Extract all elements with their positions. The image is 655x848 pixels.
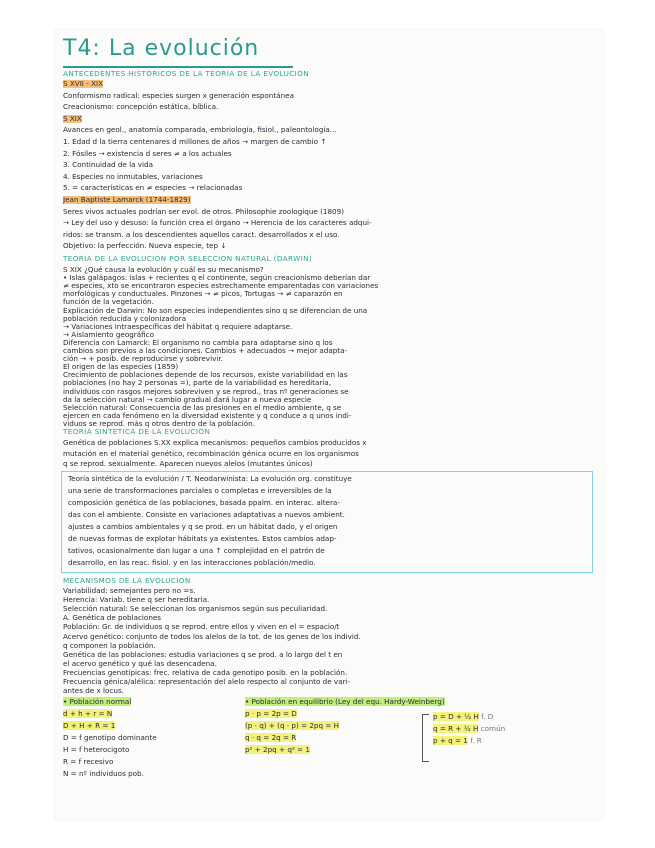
equilibrium-heading: • Población en equilibrio (Ley del equ. Hardy-Weinberg) — [245, 697, 445, 706]
note-comun: común — [480, 724, 506, 733]
note-line — [68, 499, 586, 507]
hw-eq-1: p · p = 2p = D — [245, 709, 297, 718]
note-line — [63, 605, 595, 613]
note-line — [63, 150, 595, 158]
note-line-text: 4. Especies no inmutables, variaciones — [63, 172, 203, 181]
note-line-text: Creacionismo: concepción estática, bíblica. — [63, 103, 219, 112]
note-line-text: morfológicas y conductuales. Pinzones → ≠ picos, Tortugas → ≠ caparazón en — [63, 290, 343, 299]
note-line-text: → Aislamiento geográfico — [63, 330, 155, 339]
note-line-text: población reducida y colonizadora — [63, 314, 186, 323]
legend-d: D = f genotipo dominante — [63, 733, 157, 742]
note-line-text: Conformismo radical: especies surgen x generación espontánea — [63, 91, 294, 100]
note-line — [63, 669, 595, 677]
hw-eq-4: p² + 2pq + q² = 1 — [245, 745, 310, 754]
note-line-text: S XIX ¿Qué causa la evolución y cuál es su mecanismo? — [63, 266, 264, 274]
note-fr: f. R — [470, 736, 482, 745]
note-line-text: desarrollo, en las reac. fisiol. y en las interacciones población/medio. — [68, 559, 316, 567]
note-line-text: 5. = características en ≠ especies → relacionadas — [63, 184, 243, 193]
note-line-text: Crecimiento de poblaciones depende de los recursos, existe variabilidad en las — [63, 371, 348, 380]
note-line-text: una serie de transformaciones parciales o completas e irreversibles de la — [68, 487, 332, 495]
legend-h: H = f heterocigoto — [63, 745, 130, 754]
note-line-text: das con el ambiente. Consiste en variaciones adaptativas a nuevos ambient. — [68, 511, 345, 519]
note-line — [63, 678, 595, 686]
note-line-text: Variabilidad: semejantes pero no =s. — [63, 587, 196, 595]
note-line — [63, 460, 595, 468]
note-line-text: Frecuencia génica/alélica: representación del alelo respecto al conjunto de vari- — [63, 678, 351, 686]
note-line-text: función de la vegetación. — [63, 298, 154, 307]
note-line-text: mutación en el material genético, recombinación génica ocurre en los organismos — [63, 449, 359, 458]
note-line-text: → Variaciones intraespecíficas del hábitat q requiere adaptarse. — [63, 322, 293, 331]
note-line-text: da la selección natural → cambio gradual dará lugar a nueva especie — [63, 395, 312, 404]
note-line-text: ejercen en cada fenómeno en la diversidad existente y q conduce a q unos indi- — [63, 411, 352, 420]
note-line — [63, 651, 595, 659]
note-line — [68, 535, 586, 543]
note-line-text: S XIX — [63, 114, 82, 123]
note-line-text: poblaciones (no hay 2 personas =), parte de la variabilidad es hereditaria, — [63, 379, 331, 388]
note-line-text: cambios son previos a las condiciones. Cambios + adecuados → mejor adapta- — [63, 347, 348, 355]
note-line-text: Teoría sintética de la evolución / T. Neodarwinista: La evolución org. constituye — [68, 475, 352, 483]
note-line-text: Selección natural: Se seleccionan los organismos según sus peculiaridad. — [63, 605, 328, 614]
note-line-text: 3. Continuidad de la vida — [63, 161, 154, 170]
note-line — [63, 596, 595, 604]
note-line — [63, 614, 595, 622]
note-line — [63, 80, 595, 88]
note-line — [63, 687, 595, 695]
note-line-text: q componen la población. — [63, 641, 156, 650]
hw-eq-3: q · q = 2q = R — [245, 733, 297, 742]
note-line — [63, 231, 595, 239]
note-line-text: el acervo genético y qué las desencadena. — [63, 659, 217, 668]
legend-n: N = nº individuos pob. — [63, 769, 144, 778]
note-line-text: A. Genética de poblaciones — [63, 614, 162, 623]
note-line — [68, 559, 586, 567]
allele-q: q = R + ½ H — [433, 724, 479, 733]
note-line — [63, 450, 595, 458]
note-line-text: Genética de poblaciones S.XX explica mecanismos: pequeños cambios producidos x — [63, 439, 367, 447]
note-line — [63, 642, 595, 650]
allele-frequency-column — [433, 711, 505, 747]
note-line — [63, 138, 595, 146]
note-line-text: Diferencia con Lamarck: El organismo no cambia para adaptarse sino q los — [63, 338, 333, 347]
neodarwinism-definition-box — [61, 471, 593, 573]
normal-population-heading: • Población normal — [63, 697, 132, 706]
note-line — [63, 587, 595, 595]
note-line-text: ción → + posib. de reproducirse y sobrevivir. — [63, 355, 223, 364]
note-line-text: Acervo genético: conjunto de todos los alelos de la tot. de los genes de los individ. — [63, 632, 361, 641]
normal-eq-1: d + h + r = N — [63, 709, 113, 718]
note-fd: f. D — [481, 712, 494, 721]
equilibrium-population-column — [245, 696, 445, 756]
note-line — [63, 103, 595, 111]
note-line — [68, 523, 586, 531]
note-line-text: Selección natural: Consecuencia de las presiones en el medio ambiente, q se — [63, 403, 342, 412]
hw-eq-2: (p · q) + (q · p) = 2pq = H — [245, 721, 340, 730]
note-line — [63, 115, 595, 123]
note-line — [68, 547, 586, 555]
note-line — [63, 242, 595, 250]
note-line-text: viduos se reprod. más q otros dentro de la población. — [63, 419, 255, 428]
note-line-text: Jean Baptiste Lamarck (1744-1829) — [63, 196, 191, 204]
title-underline — [63, 66, 293, 68]
note-line-text: Seres vivos actuales podrían ser evol. de otros. Philosophie zoologique (1809) — [63, 207, 344, 216]
note-line-text: Genética de las poblaciones: estudia variaciones q se prod. a lo largo del t en — [63, 650, 343, 659]
note-line — [63, 219, 595, 227]
note-line-text: Objetivo: la perfección. Nueva especie, tep ↓ — [63, 242, 227, 251]
note-line — [68, 487, 586, 495]
note-line-text: tativos, ocasionalmente dan lugar a una ↑ complejidad en el patrón de — [68, 547, 325, 555]
note-line-text: 1. Edad d la tierra centenares d millones de años → margen de cambio ↑ — [63, 138, 327, 146]
note-line — [63, 439, 595, 447]
note-line-text: ridos: se transm. a los descendientes aquellos caract. desarrollados x el uso. — [63, 230, 340, 239]
note-line-text: ≠ especies, xto se encontraron especies estrechamente emparentadas con variaciones — [63, 282, 379, 291]
note-line — [68, 475, 586, 483]
page-title: T4: La evolución — [63, 36, 260, 61]
legend-r: R = f recesivo — [63, 757, 114, 766]
note-line — [63, 660, 595, 668]
note-line-text: El origen de las especies (1859) — [63, 363, 179, 372]
note-line — [68, 511, 586, 519]
note-line — [63, 623, 595, 631]
note-line-text: individuos con rasgos mejores sobreviven y se reprod., tras nº generaciones se — [63, 387, 349, 396]
note-line — [63, 633, 595, 641]
note-line-text: S XVII - XIX — [63, 80, 104, 88]
equations-bracket — [422, 714, 429, 762]
note-line — [63, 208, 595, 216]
note-line — [63, 196, 595, 204]
section-heading-mecanismos: MECANISMOS DE LA EVOLUCIÓN — [63, 577, 191, 585]
note-line-text: q se reprod. sexualmente. Aparecen nuevos alelos (mutantes únicos) — [63, 460, 313, 468]
note-line-text: Avances en geol., anatomía comparada, embriología, fisiol., paleontología... — [63, 126, 337, 135]
notes-page — [55, 30, 603, 820]
section-heading-darwin: TEORÍA DE LA EVOLUCIÓN POR SELECCIÓN NATURAL (DARWIN) — [63, 255, 313, 263]
note-line — [63, 161, 595, 169]
note-line — [63, 184, 595, 192]
normal-population-column — [63, 696, 157, 780]
note-line-text: de nuevas formas de explotar hábitats ya existentes. Estos cambios adap- — [68, 535, 337, 543]
allele-sum: p + q = 1 — [433, 736, 468, 745]
section-heading-antecedentes: ANTECEDENTES HISTÓRICOS DE LA TEORÍA DE LA EVOLUCIÓN — [63, 70, 310, 78]
note-line-text: 2. Fósiles → existencia d seres ≠ a los actuales — [63, 149, 232, 158]
note-line-text: → Ley del uso y desuso: la función crea el órgano → Herencia de los caracteres adqui- — [63, 219, 372, 228]
note-line-text: antes de x locus. — [63, 687, 124, 696]
note-line-text: composición genética de las poblaciones, basada ppalm. en interac. altera- — [68, 499, 340, 507]
note-line-text: Población: Gr. de individuos q se reprod. entre ellos y viven en el = espacio/t — [63, 623, 340, 632]
allele-p: p = D + ½ H — [433, 712, 479, 721]
note-line — [63, 173, 595, 181]
note-line-text: ajustes a cambios ambientales y q se prod. en un hábitat dado, y el origen — [68, 523, 338, 531]
note-line-text: • Islas galápagos: islas + recientes q el continente, según creacionismo deberían dar — [63, 274, 371, 283]
note-line — [63, 92, 595, 100]
note-line-text: Frecuencias genotípicas: frec. relativa de cada genotipo posib. en la población. — [63, 668, 348, 677]
section-heading-sintetica: TEORÍA SINTÉTICA DE LA EVOLUCIÓN — [63, 428, 211, 436]
note-line-text: Explicación de Darwin: No son especies independientes sino q se diferencian de una — [63, 306, 368, 315]
note-line-text: Herencia: Variab. tiene q ser hereditaria. — [63, 596, 210, 605]
normal-eq-2: D + H + R = 1 — [63, 721, 116, 730]
note-line — [63, 126, 595, 134]
